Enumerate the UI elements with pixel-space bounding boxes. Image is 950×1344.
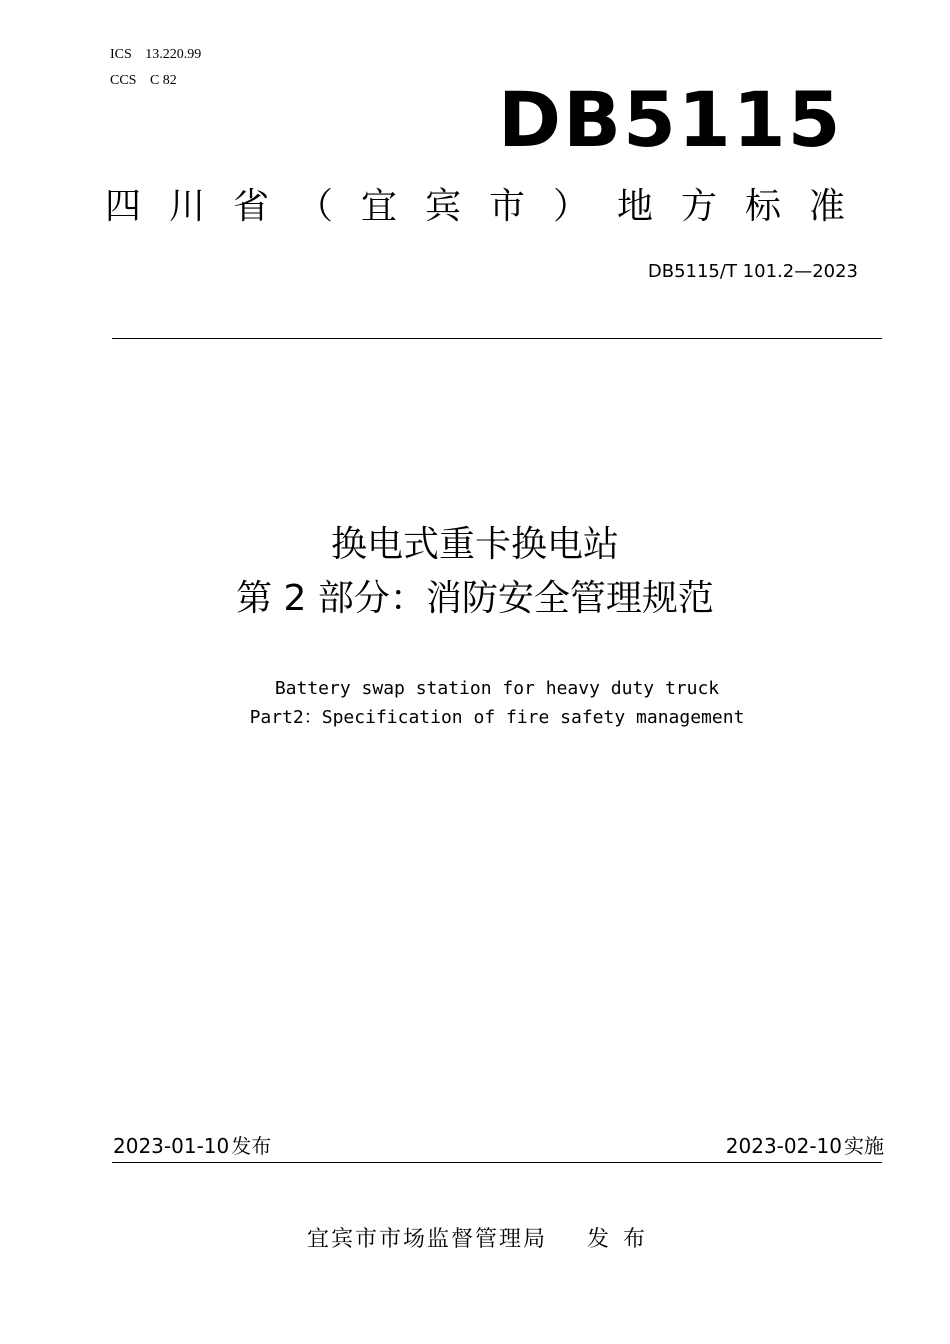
bottom-divider (112, 1162, 882, 1163)
ccs-classification (110, 72, 177, 90)
ccs-code: C 82 (149, 73, 177, 88)
publisher-name: 宜宾市市场监督管理局 (307, 1227, 548, 1252)
implementation-date: 2023-02-10 (725, 1134, 842, 1158)
ics-code: 13.220.99 (145, 47, 202, 62)
ccs-label: CCS (110, 73, 137, 88)
standard-code-logo: DB5115 (498, 75, 843, 164)
publish-action: 发布 (587, 1227, 660, 1252)
ics-label: ICS (110, 47, 132, 62)
standard-number: DB5115/T 101.2—2023 (647, 261, 858, 282)
top-divider (112, 338, 882, 339)
issue-date-line (113, 1133, 271, 1159)
title-en-line1: Battery swap station for heavy duty truck (274, 678, 720, 699)
title-cn-line1: 换电式重卡换电站 (330, 524, 619, 565)
implementation-date-line (726, 1133, 884, 1159)
publisher-line (307, 1226, 659, 1254)
title-en-line2: Part2：Specification of fire safety management (249, 707, 745, 728)
implementation-label: 实施 (844, 1134, 884, 1158)
issue-date: 2023-01-10 (113, 1134, 230, 1158)
title-cn-line2: 第 2 部分：消防安全管理规范 (236, 578, 714, 619)
ics-classification (110, 46, 201, 64)
issue-label: 发布 (231, 1134, 272, 1158)
standard-type-heading: 四川省（宜宾市）地方标准 (105, 186, 874, 227)
